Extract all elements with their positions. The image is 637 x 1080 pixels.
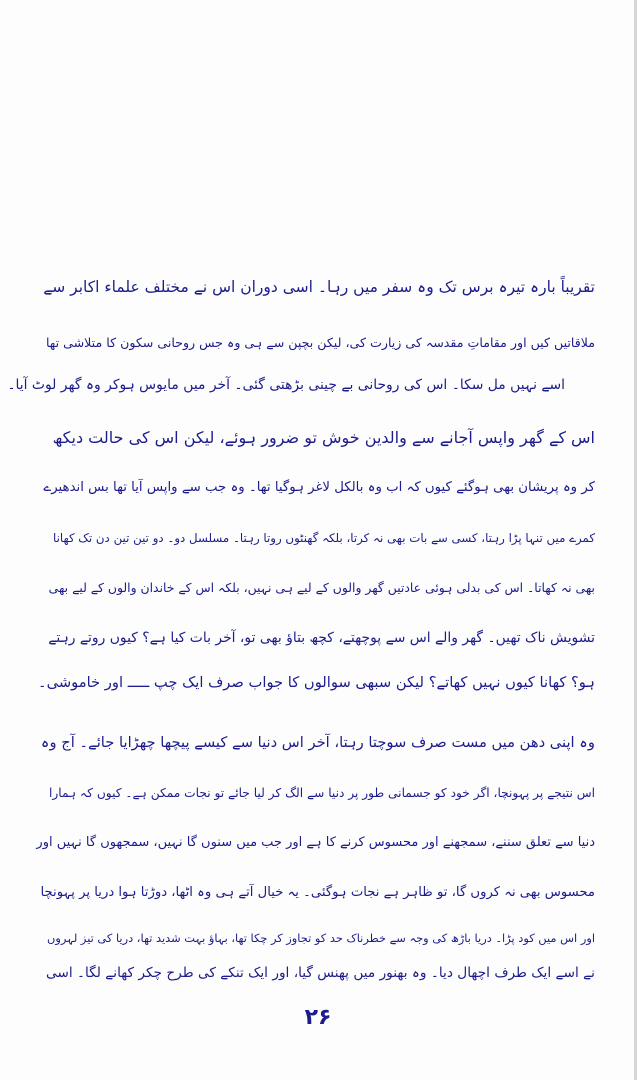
text-line: تقریباً بارہ تیرہ برس تک وہ سفر میں رہا۔ اسی دوران اس نے مختلف علماء اکابر سے	[43, 278, 595, 296]
text-line: کمرے میں تنہا پڑا رہتا، کسی سے بات بھی نہ کرتا، بلکہ گھنٹوں روتا رہتا۔ مسلسل دو۔ دو تین تین دن تک کھانا	[53, 531, 595, 545]
text-line: اس نتیجے پر پہونچا، اگر خود کو جسمانی طور پر دنیا سے الگ کر لیا جائے تو نجات ممکن ہے۔ کیوں کہ ہمارا	[48, 786, 595, 800]
page-number: ۲۶	[304, 1005, 332, 1030]
text-line: تشویش ناک تھیں۔ گھر والے اس سے پوچھتے، کچھ بتاؤ بھی تو، آخر بات کیا ہے؟ کیوں روتے رہتے	[48, 630, 595, 646]
text-line: نے اسے ایک طرف اچھال دیا۔ وہ بھنور میں پھنس گیا، اور ایک تنکے کی طرح چکر کھانے لگا۔ اسی	[45, 965, 595, 981]
text-line: ملاقاتیں کیں اور مقاماتِ مقدسہ کی زیارت کی، لیکن بچپن سے ہی وہ جس روحانی سکون کا متلاشی تھا	[45, 335, 595, 350]
text-line: اور اس میں کود پڑا۔ دریا باڑھ کی وجہ سے خطرناک حد کو تجاوز کر چکا تھا، بہاؤ بہت شدید تھا، دریا کی تیز لہروں	[47, 931, 595, 945]
text-line: محسوس بھی نہ کروں گا، تو ظاہر ہے نجات ہوگئی۔ یہ خیال آتے ہی وہ اٹھا، دوڑتا ہوا دریا پر پہونچا	[40, 885, 595, 900]
text-line: دنیا سے تعلق سننے، سمجھنے اور محسوس کرنے کا ہے اور جب میں سنوں گا نہیں، سمجھوں گا نہیں اور	[36, 835, 595, 850]
text-line: کر وہ پریشان بھی ہوگئے کیوں کہ اب وہ بالکل لاغر ہوگیا تھا۔ وہ جب سے واپس آیا تھا بس اندھیرے	[43, 480, 595, 495]
text-line: ہو؟ کھانا کیوں نہیں کھاتے؟ لیکن سبھی سوالوں کا جواب صرف ایک چپ ـــــ اور خاموشی۔	[37, 674, 595, 691]
text-line: اسے نہیں مل سکا۔ اس کی روحانی بے چینی بڑھتی گئی۔ آخر میں مایوس ہوکر وہ گھر لوٹ آیا۔	[7, 377, 565, 393]
text-line: اس کے گھر واپس آجانے سے والدین خوش تو ضرور ہوئے، لیکن اس کی حالت دیکھ	[52, 428, 595, 447]
text-line: وہ اپنی دھن میں مست صرف سوچتا رہتا، آخر اس دنیا سے کیسے پیچھا چھڑایا جائے۔ آج وہ	[40, 734, 595, 751]
text-line: بھی نہ کھاتا۔ اس کی بدلی ہوئی عادتیں گھر والوں کے لیے ہی نہیں، بلکہ اس کے خاندان والوں کے لیے بھی	[48, 580, 595, 595]
